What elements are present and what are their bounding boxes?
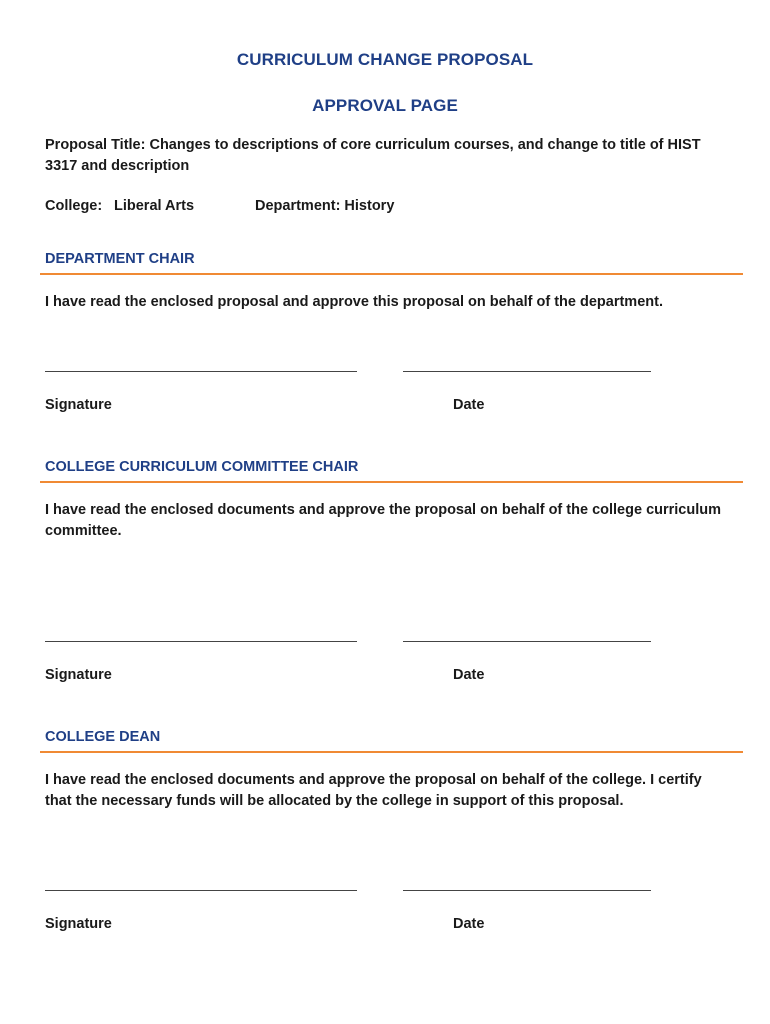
page-subtitle: APPROVAL PAGE: [312, 96, 458, 115]
date-line[interactable]: [403, 641, 651, 642]
section-divider: [40, 481, 743, 483]
signature-label: Signature: [45, 397, 112, 413]
date-label: Date: [453, 667, 485, 683]
section-heading-department-chair: DEPARTMENT CHAIR: [45, 251, 195, 267]
college-label: College:: [45, 198, 103, 214]
date-label: Date: [453, 397, 485, 413]
section-heading-college-dean: COLLEGE DEAN: [45, 729, 161, 745]
date-line[interactable]: [403, 371, 651, 372]
approval-statement-dean: I have read the enclosed documents and approve the proposal on behalf of the college. I certify that the necessary funds will be allocated by the college in support of this proposal.: [45, 772, 702, 809]
date-line[interactable]: [403, 890, 651, 891]
proposal-title: Proposal Title: Changes to descriptions of core curriculum courses, and change to title of HIST 3317 and description: [45, 137, 701, 174]
section-divider: [40, 751, 743, 753]
section-heading-committee-chair: COLLEGE CURRICULUM COMMITTEE CHAIR: [45, 459, 359, 475]
date-label: Date: [453, 916, 485, 932]
section-divider: [40, 273, 743, 275]
signature-line[interactable]: [45, 641, 357, 642]
department-field: Department: History: [255, 198, 395, 214]
signature-label: Signature: [45, 667, 112, 683]
signature-line[interactable]: [45, 371, 357, 372]
signature-line[interactable]: [45, 890, 357, 891]
approval-statement-committee: I have read the enclosed documents and approve the proposal on behalf of the college curriculum committee.: [45, 502, 721, 539]
approval-statement-department: I have read the enclosed proposal and approve this proposal on behalf of the department.: [45, 294, 663, 310]
page-title: CURRICULUM CHANGE PROPOSAL: [236, 50, 534, 69]
college-value: Liberal Arts: [114, 198, 195, 214]
signature-label: Signature: [45, 916, 112, 932]
